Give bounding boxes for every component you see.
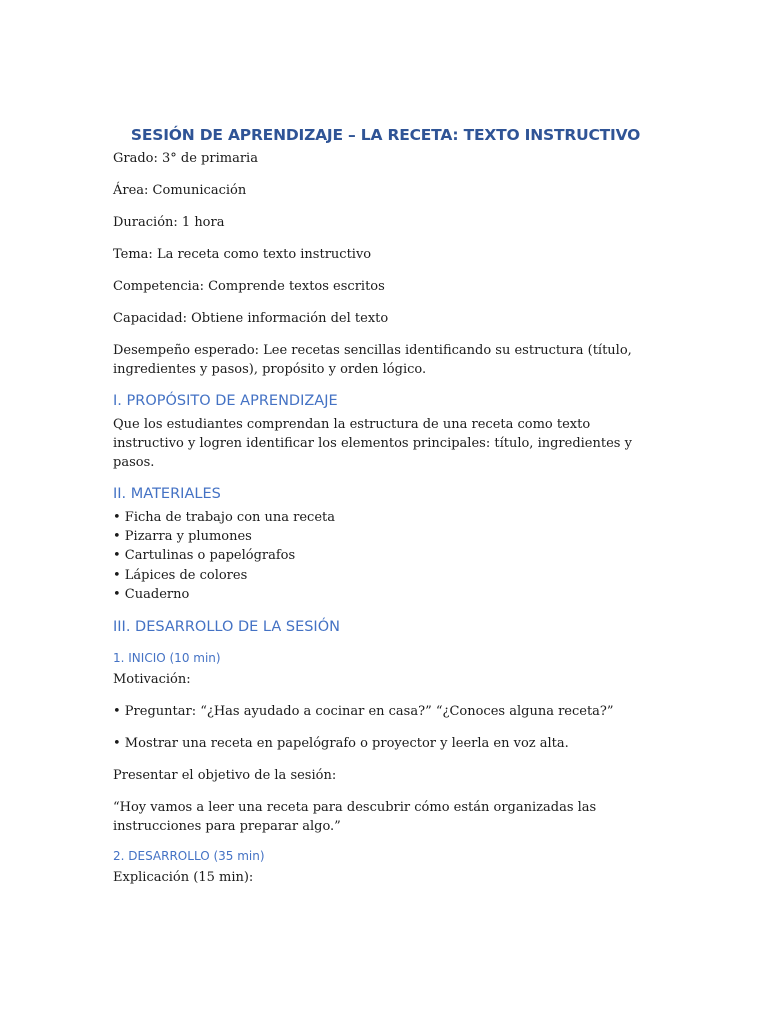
inicio-bullet-preguntar: • Preguntar: “¿Has ayudado a cocinar en casa?” “¿Conoces alguna receta?” bbox=[113, 704, 614, 720]
inicio-objetivo-quote: “Hoy vamos a leer una receta para descubrir cómo están organizadas las instrucciones para preparar algo.” bbox=[113, 800, 597, 835]
document-title: SESIÓN DE APRENDIZAJE – LA RECETA: TEXTO INSTRUCTIVO bbox=[130, 126, 641, 144]
info-tema: Tema: La receta como texto instructivo bbox=[113, 247, 372, 262]
info-capacidad: Capacidad: Obtiene información del texto bbox=[113, 311, 389, 326]
list-item: • Ficha de trabajo con una receta bbox=[113, 510, 336, 525]
section-proposito-text: Que los estudiantes comprendan la estructura de una receta como texto instructivo y logren identificar los elementos principales: título, ingredientes y pasos. bbox=[113, 417, 632, 470]
info-desempeno: Desempeño esperado: Lee recetas sencillas identificando su estructura (título, ingredientes y pasos), propósito y orden lógico. bbox=[113, 343, 632, 377]
inicio-heading: 1. INICIO (10 min) bbox=[113, 651, 221, 666]
info-duracion: Duración: 1 hora bbox=[113, 215, 225, 230]
inicio-objetivo-label: Presentar el objetivo de la sesión: bbox=[113, 768, 337, 784]
desarrollo-explicacion: Explicación (15 min): bbox=[113, 870, 254, 886]
desarrollo-heading: 2. DESARROLLO (35 min) bbox=[113, 849, 265, 864]
materiales-list bbox=[113, 508, 658, 604]
section-proposito-heading: I. PROPÓSITO DE APRENDIZAJE bbox=[113, 393, 338, 409]
list-item: • Cartulinas o papelógrafos bbox=[113, 548, 296, 564]
list-item: • Cuaderno bbox=[113, 586, 190, 602]
inicio-motivacion: Motivación: bbox=[113, 672, 191, 688]
list-item: • Pizarra y plumones bbox=[113, 529, 252, 545]
section-materiales-heading: II. MATERIALES bbox=[113, 486, 221, 502]
info-competencia: Competencia: Comprende textos escritos bbox=[113, 279, 385, 294]
section-desarrollo-heading: III. DESARROLLO DE LA SESIÓN bbox=[113, 619, 340, 636]
list-item: • Lápices de colores bbox=[113, 567, 248, 583]
document-page bbox=[113, 125, 658, 900]
inicio-bullet-mostrar: • Mostrar una receta en papelógrafo o proyector y leerla en voz alta. bbox=[113, 736, 569, 752]
info-area: Área: Comunicación bbox=[113, 183, 247, 198]
info-grado: Grado: 3° de primaria bbox=[113, 151, 258, 166]
